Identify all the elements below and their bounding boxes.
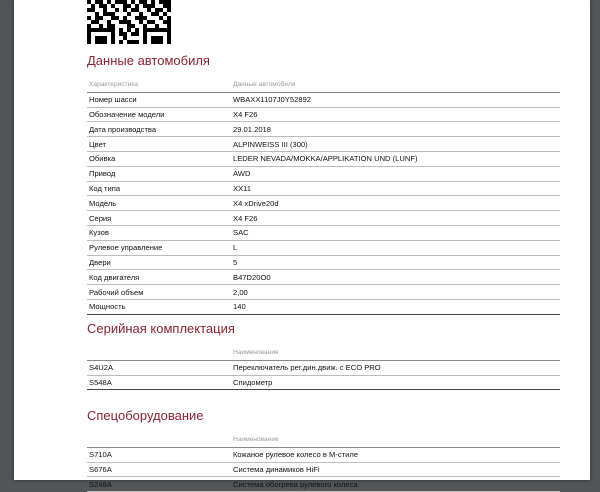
row-label: S676A	[87, 462, 231, 477]
row-label: Код двигателя	[87, 270, 231, 285]
table-row	[87, 285, 560, 300]
table-header-row	[87, 346, 560, 360]
row-value: Кожаное рулевое колесо в М-стиле	[231, 447, 560, 462]
table-row	[87, 375, 560, 390]
table-row	[87, 447, 560, 462]
document-page	[14, 0, 590, 489]
row-value: 5	[231, 255, 560, 270]
row-label: Рабочий объем	[87, 285, 231, 300]
serial-equipment-table	[87, 346, 560, 390]
vehicle-data-title: Данные автомобиля	[87, 53, 210, 68]
row-value: LEDER NEVADA/MOKKA/APPLIKATION UND (LUNF)	[231, 151, 560, 166]
row-label: S4U2A	[87, 360, 231, 375]
row-value: X4 F26	[231, 107, 560, 122]
row-value: X4 F26	[231, 211, 560, 226]
qr-code	[87, 0, 179, 36]
special-equipment-title: Спецоборудование	[87, 408, 204, 423]
header-name: Наименование	[231, 433, 560, 447]
row-label: Кузов	[87, 225, 231, 240]
table-row	[87, 225, 560, 240]
table-row	[87, 151, 560, 166]
row-label: S248A	[87, 477, 231, 492]
row-value: WBAXX1107J0Y52892	[231, 92, 560, 107]
table-row	[87, 477, 560, 492]
table-row	[87, 122, 560, 137]
row-label: Мощность	[87, 299, 231, 314]
special-equipment-table	[87, 433, 560, 492]
table-row	[87, 107, 560, 122]
header-code	[87, 433, 231, 447]
row-label: Двери	[87, 255, 231, 270]
row-label: Модель	[87, 196, 231, 211]
row-value: 2,00	[231, 285, 560, 300]
row-label: Дата производства	[87, 122, 231, 137]
row-label: Рулевое управление	[87, 240, 231, 255]
row-label: Привод	[87, 166, 231, 181]
table-row	[87, 166, 560, 181]
table-header-row	[87, 433, 560, 447]
table-header-row	[87, 78, 560, 92]
row-label: Цвет	[87, 137, 231, 152]
table-row	[87, 270, 560, 285]
table-row	[87, 137, 560, 152]
header-code	[87, 346, 231, 360]
table-row	[87, 92, 560, 107]
table-row	[87, 360, 560, 375]
row-label: Обивка	[87, 151, 231, 166]
header-characteristic: Характеристика	[87, 78, 231, 92]
table-row	[87, 211, 560, 226]
table-row	[87, 255, 560, 270]
row-value: SAC	[231, 225, 560, 240]
row-value: AWD	[231, 166, 560, 181]
header-name: Наименование	[231, 346, 560, 360]
table-row	[87, 299, 560, 314]
row-value: 140	[231, 299, 560, 314]
row-value: XX11	[231, 181, 560, 196]
row-label: S548A	[87, 375, 231, 390]
vehicle-data-table	[87, 78, 560, 315]
row-value: ALPINWEISS III (300)	[231, 137, 560, 152]
row-label: S710A	[87, 447, 231, 462]
table-row	[87, 240, 560, 255]
row-label: Номер шасси	[87, 92, 231, 107]
row-label: Серия	[87, 211, 231, 226]
row-value: B47D20O0	[231, 270, 560, 285]
row-value: 29.01.2018	[231, 122, 560, 137]
row-value: Система динамиков HiFi	[231, 462, 560, 477]
row-value: X4 xDrive20d	[231, 196, 560, 211]
row-label: Обозначение модели	[87, 107, 231, 122]
table-row	[87, 462, 560, 477]
row-value: Переключатель рег.дин.движ. с ECO PRO	[231, 360, 560, 375]
row-value: L	[231, 240, 560, 255]
row-value: Система обогрева рулевого колеса	[231, 477, 560, 492]
row-label: Код типа	[87, 181, 231, 196]
table-row	[87, 181, 560, 196]
serial-equipment-title: Серийная комплектация	[87, 321, 235, 336]
table-row	[87, 196, 560, 211]
row-value: Спидометр	[231, 375, 560, 390]
header-vehicle-data: Данные автомобиля	[231, 78, 560, 92]
